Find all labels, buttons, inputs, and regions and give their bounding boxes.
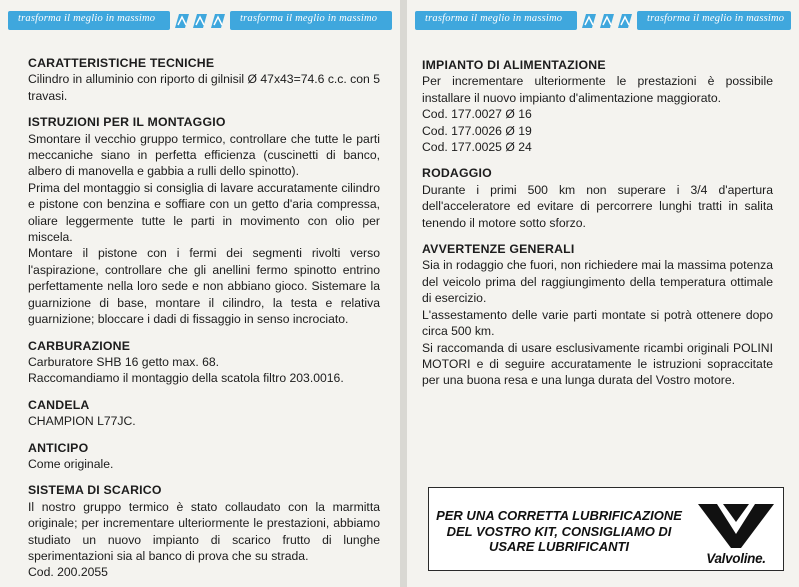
section-paragraph: Come originale. [28, 456, 114, 471]
section [422, 165, 773, 231]
banner-band [415, 11, 577, 30]
section-paragraph: Cod. 177.0026 Ø 19 [422, 123, 532, 138]
section-title: ISTRUZIONI PER IL MONTAGGIO [28, 115, 226, 130]
section-paragraph: Cod. 177.0027 Ø 16 [422, 107, 532, 122]
section [422, 57, 773, 155]
section-paragraph: Si raccomanda di usare esclusivamente ricambi originali POLINI MOTORI e di seguire accuratamente le istruzioni sopraccitate per una buona resa e una lunga durata del Vostro motore. [422, 340, 773, 388]
section-paragraph: Raccomandiamo il montaggio della scatola filtro 203.0016. [28, 371, 344, 386]
diamond-mark-icon [210, 13, 226, 29]
slogan-text: trasforma il meglio in massimo [240, 13, 378, 24]
section-paragraph: Prima del montaggio si consiglia di lavare accuratamente cilindro e pistone con benzina e soffiare con un getto d'aria compressa, oliare leggermente tutte le parti in movimento con olio per miscela. [28, 180, 380, 245]
valvoline-logo [695, 500, 777, 568]
right-column [422, 57, 773, 399]
banner-right [415, 11, 791, 30]
banner-band [637, 11, 791, 30]
section-paragraph: Cilindro in alluminio con riporto di gilnisil Ø 47x43=74.6 c.c. con 5 travasi. [28, 72, 380, 103]
section-paragraph: Carburatore SHB 16 getto max. 68. [28, 354, 220, 369]
section-title: CARBURAZIONE [28, 338, 131, 353]
section-paragraph: Montare il pistone con i fermi dei segmenti rivolti verso l'aspirazione, controllare che gli anellini fermo spinotto entrino perfettamente nella loro sede e non abbiano gioco. Sistemare la guarnizione di base, montare il cilindro, la testa e relativa guarnizione; bloccare i dadi di fissaggio in senso incrociato. [28, 246, 380, 327]
section [28, 114, 380, 327]
slogan-text: trasforma il meglio in massimo [647, 13, 785, 24]
polini-logo-icon [174, 11, 228, 30]
section-title: SISTEMA DI SCARICO [28, 483, 162, 498]
section-title: AVVERTENZE GENERALI [422, 242, 575, 257]
banner-left [8, 11, 392, 30]
advert-text [435, 508, 683, 555]
advert-line: PER UNA CORRETTA LUBRIFICAZIONE [436, 508, 682, 523]
slogan-text: trasforma il meglio in massimo [425, 13, 563, 24]
left-column [28, 55, 380, 587]
section-paragraph: Smontare il vecchio gruppo termico, controllare che tutte le parti meccaniche siano in perfetta efficienza (cuscinetti di banco, albero di manovella e gabbia a rulli dello spinotto). [28, 131, 380, 179]
section-paragraph: Cod. 177.0025 Ø 24 [422, 140, 532, 155]
section [28, 55, 380, 104]
section-paragraph: Cod. 200.2055 [28, 565, 108, 580]
polini-logo-icon [581, 11, 635, 30]
diamond-mark-icon [617, 13, 633, 29]
section-title: IMPIANTO DI ALIMENTAZIONE [422, 58, 606, 72]
banner-band [8, 11, 170, 30]
section-title: CARATTERISTICHE TECNICHE [28, 56, 215, 70]
section [28, 338, 380, 387]
banner-band [230, 11, 392, 30]
advert-line: USARE LUBRIFICANTI [488, 539, 630, 554]
section-paragraph: Sia in rodaggio che fuori, non richiedere mai la massima potenza del veicolo prima del raggiungimento della temperatura ottimale di esercizio. [422, 258, 773, 306]
section-paragraph: CHAMPION L77JC. [28, 414, 136, 429]
section-paragraph: Per incrementare ulteriormente le prestazioni è possibile installare il nuovo impianto d'alimentazione maggiorato. [422, 74, 773, 105]
section-title: RODAGGIO [422, 166, 492, 181]
section-title: CANDELA [28, 397, 90, 412]
valvoline-v-icon [695, 500, 777, 550]
section-paragraph: L'assestamento delle varie parti montate si potrà ottenere dopo circa 500 km. [422, 307, 773, 339]
section-paragraph: Durante i primi 500 km non superare i 3/4 d'apertura dell'acceleratore ed evitare di percorrere lunghi tratti in salita tenendo il motore sotto sforzo. [422, 182, 773, 230]
brand-name: Valvoline. [706, 551, 766, 566]
advert-line: DEL VOSTRO KIT, CONSIGLIAMO DI [446, 523, 672, 539]
section [28, 482, 380, 580]
section-paragraph: Il nostro gruppo termico è stato collaudato con la marmitta originale; per incrementare ulteriormente le prestazioni, abbiamo studiato un nuovo impianto di scarico frutto di lunghe sperimentazioni sia al banco di prova che su strada. [28, 499, 380, 563]
section-title: ANTICIPO [28, 440, 89, 455]
right-page [407, 0, 799, 587]
lubricant-advert [428, 487, 784, 571]
section [422, 241, 773, 389]
section [28, 397, 380, 430]
diamond-mark-icon [581, 13, 597, 29]
section [28, 440, 380, 473]
slogan-text: trasforma il meglio in massimo [18, 13, 156, 24]
diamond-mark-icon [174, 13, 190, 29]
page-gutter [400, 0, 407, 587]
diamond-mark-icon [192, 13, 208, 29]
diamond-mark-icon [599, 13, 615, 29]
